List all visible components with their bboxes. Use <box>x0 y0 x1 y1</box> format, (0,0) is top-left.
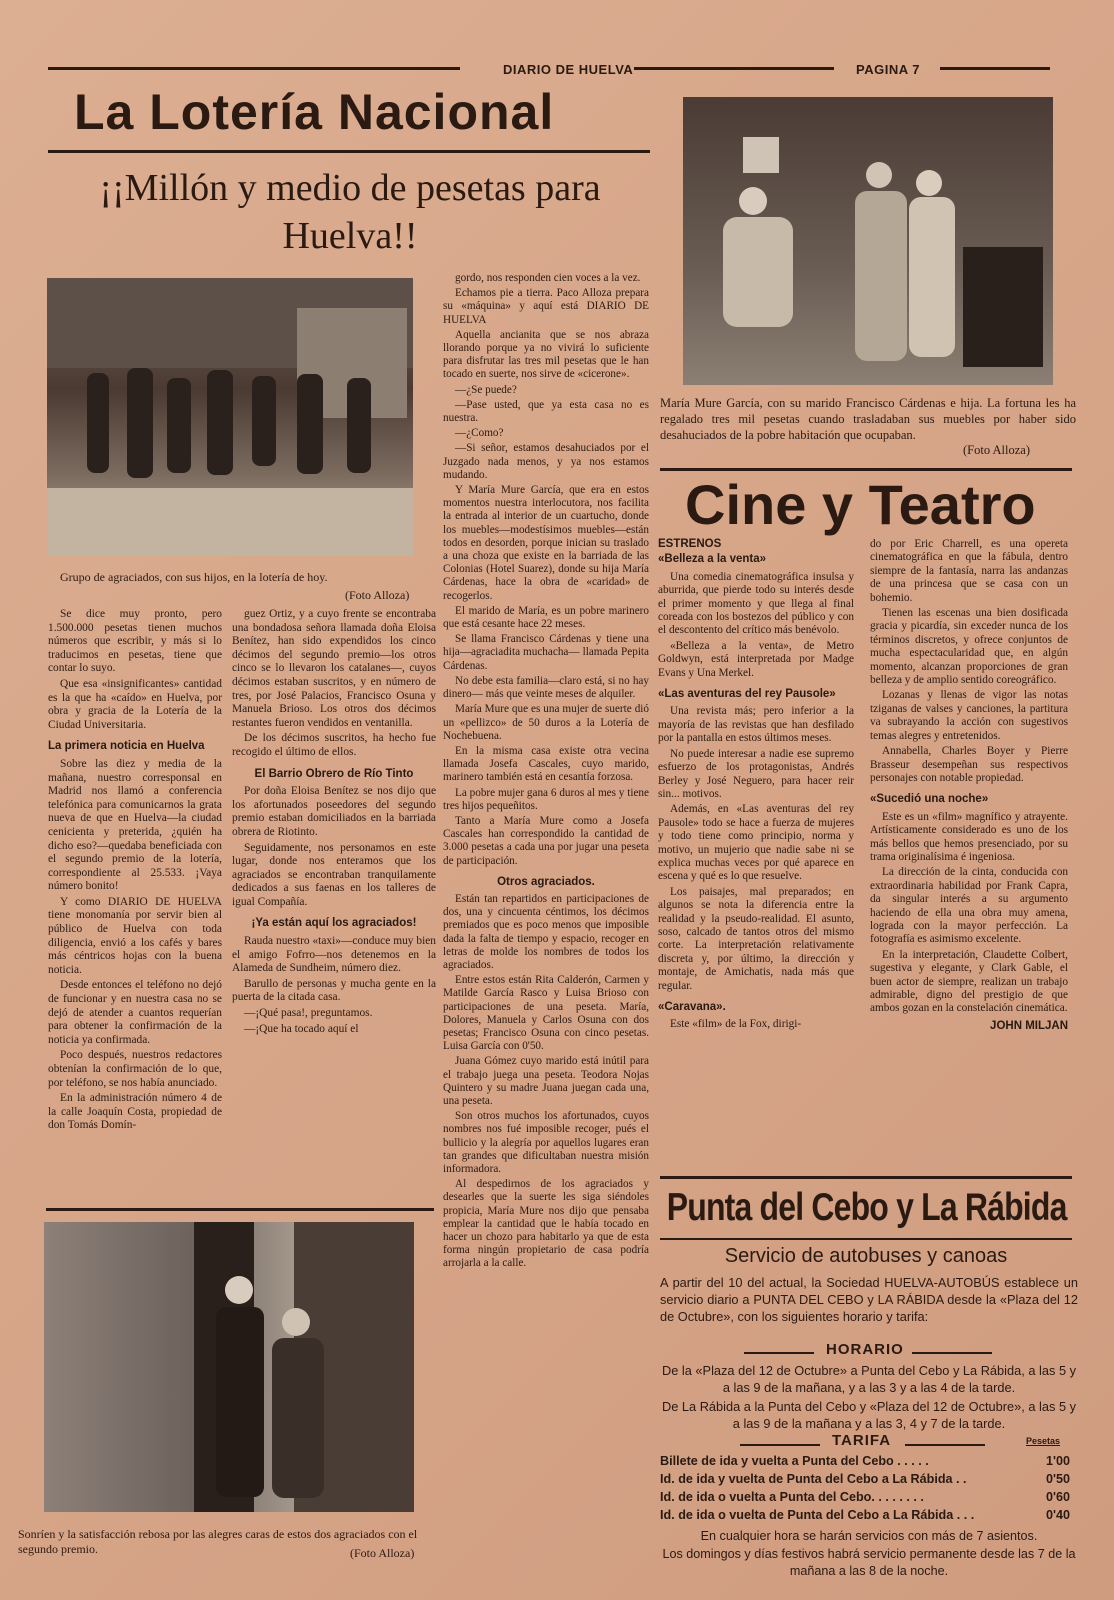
photo1-caption: Grupo de agraciados, con sus hijos, en la lotería de hoy. <box>60 570 328 584</box>
header-rule-left <box>48 67 460 70</box>
col2-paragraph: —¡Qué pasa!, preguntamos. <box>244 1007 373 1020</box>
photo1-credit: (Foto Alloza) <box>345 588 410 602</box>
col3-paragraph: El marido de María, es un pobre marinero que está cesante hace 22 meses. <box>443 604 649 631</box>
photo3-credit: (Foto Alloza) <box>963 443 1031 457</box>
lottery-column-2 <box>232 608 436 1038</box>
cine-signature: JOHN MILJAN <box>990 1019 1068 1032</box>
col1-paragraph: Se dice muy pronto, pero 1.500.000 pesetas tienen muchos números que escribir, y más si lo traducimos en pesetas, tiene que contar lo suyo. <box>48 608 222 675</box>
col2-paragraph: De los décimos suscritos, ha hecho fue recogido el último de ellos. <box>232 732 436 758</box>
ad-subtitle: Servicio de autobuses y canoas <box>724 1245 1008 1267</box>
col1-paragraph: Que esa «insignificantes» cantidad es la que ha «caído» en Huelva, por obra y gracia de la Lotería de la Ciudad Universitaria. <box>48 677 222 731</box>
cine-paragraph: Annabella, Charles Boyer y Pierre Brasseur desempeñan sus respectivos personajes con notable propiedad. <box>870 745 1068 784</box>
subheading-ya-estan-aqui: ¡Ya están aquí los agraciados! <box>251 917 417 930</box>
newspaper-name: DIARIO DE HUELVA <box>503 62 634 77</box>
page-number: PAGINA 7 <box>856 62 920 77</box>
cine-paragraph: Este es un «film» magnífico y atrayente. Artísticamente considerado es uno de los más bellos que hemos presenciado, por su trama originalísima é ingeniosa. <box>870 810 1068 863</box>
tarifa-row <box>660 1488 1070 1506</box>
photo-group-winners <box>47 278 413 556</box>
photo-family-mure-figures <box>683 97 1053 385</box>
horario-rule-left <box>744 1352 814 1354</box>
tarifa-item-price: 0'60 <box>1045 1490 1070 1504</box>
horario-text-1: De la «Plaza del 12 de Octubre» a Punta del Cebo y La Rábida, a las 5 y a las 9 de la mañana, y a las 3 y a las 4 de la tarde. <box>661 1363 1077 1395</box>
photo2-top-rule <box>46 1208 434 1211</box>
tarifa-row <box>660 1506 1070 1524</box>
subheading-belleza-venta: «Belleza a la venta» <box>658 553 767 566</box>
lottery-column-1 <box>48 608 222 1135</box>
col1-paragraph: Poco después, nuestros redactores obtenían la confirmación de lo que, por teléfono, se nos había anunciado. <box>48 1049 222 1089</box>
lottery-title: La Lotería Nacional <box>74 84 555 140</box>
subheading-otros-agraciados: Otros agraciados. <box>497 875 595 888</box>
cine-top-rule <box>660 468 1072 471</box>
horario-label: HORARIO <box>826 1341 904 1358</box>
col1-paragraph: Sobre las diez y media de la mañana, nuestro corresponsal en Madrid nos llamó a conferencia telefónica para comunicarnos la grata nueva de que en Huelva—la ciudad cenicienta y preterida, ¿quién ha dicho eso?—quedaba beneficiada con el segundo premio de la lotería, correspondiente al 25.533. ¡Vaya número bonito! <box>48 757 222 893</box>
ad-intro: A partir del 10 del actual, la Sociedad HUELVA-AUTOBÚS establece un servicio diario a PUNTA DEL CEBO y LA RÁBIDA desde la «Plaza del 12 de Octubre», con los siguientes horario y tarifa: <box>660 1275 1078 1324</box>
lottery-column-3 <box>443 272 649 1273</box>
cine-paragraph: Además, en «Las aventuras del rey Pausole» todo se hace a fuerza de mujeres y todo tiene como principio, norma y motivo, un mujerio que nadie sabe ni se explica muchas veces por qué aparece en escena y qué es lo que resuelve. <box>658 803 854 883</box>
cine-paragraph: Lozanas y llenas de vigor las notas tziganas de valses y canciones, la partitura va subrayando la acción con sugestivos temas alegres y entretenidos. <box>870 689 1068 742</box>
cine-paragraph: No puede interesar a nadie ese supremo esfuerzo de los protagonistas, Andrés Berley y José Neguero, para hacer reir sin... motivos. <box>658 747 854 800</box>
col2-paragraph: —¡Que ha tocado aquí el <box>244 1022 359 1035</box>
subheading-caravana: «Caravana». <box>658 1001 726 1013</box>
ad-title: Punta del Cebo y La Rábida <box>666 1186 1067 1229</box>
col3-paragraph: —Pase usted, que ya esta casa no es nuestra. <box>443 398 649 425</box>
col3-paragraph: Aquella ancianita que se nos abraza llorando porque ya no vivirá lo suficiente para disfrutar las tres mil pesetas que le han tocado en suerte, nos sirve de «cicerone». <box>443 328 649 381</box>
photo-family-mure <box>683 97 1053 385</box>
tarifa-rule-right <box>905 1444 985 1446</box>
subheading-barrio-obrero: El Barrio Obrero de Río Tinto <box>254 767 414 780</box>
estrenos-label: ESTRENOS <box>658 538 722 550</box>
cine-paragraph: Una comedia cinematográfica insulsa y aburrida, que pierde todo su interés desde el primer momento y que llega al final coreada con los bostezos del público y con el descontento del crítico más benévolo. <box>658 570 854 637</box>
col3-paragraph: Y María Mure García, que era en estos momentos nuestra interlocutora, nos facilita la entrada al interior de un cuartucho, donde los muebles—modestísimos muebles—están todos en desorden, porque inician su traslado a una choza que existe en la barriada de las Colonias (Hotel Suarez), donde su hija María Cárdenas, hace la obra de «caridad» de recogerlos. <box>443 484 649 602</box>
tarifa-row <box>660 1452 1070 1470</box>
col3-paragraph: Juana Gómez cuyo marido está inútil para el trabajo juega una peseta. Teodora Nojas Quintero y su madre Juana juegan cada una, una peseta. <box>443 1055 649 1107</box>
col3-paragraph: No debe esta familia—claro está, si no hay dinero— más que veinte meses de alquiler. <box>443 674 649 701</box>
tarifa-item-label: Id. de ida y vuelta de Punta del Cebo a La Rábida . . <box>660 1472 967 1486</box>
tarifa-item-label: Id. de ida o vuelta a Punta del Cebo. . . . . . . . <box>660 1490 924 1504</box>
col2-paragraph: Seguidamente, nos personamos en este lugar, donde nos enteramos que los agraciados se encontraban tranquilamente dedicados a sus faenas en los talleres de igual Compañía. <box>232 841 436 908</box>
col1-paragraph: En la administración número 4 de la calle Joaquín Costa, propiedad de don Tomás Domín- <box>48 1092 222 1132</box>
ad-top-rule <box>660 1176 1072 1179</box>
col1-paragraph: Desde entonces el teléfono no dejó de funcionar y en nuestra casa no se dejó de atender a cuantos requerían para obtener la confirmación de la noticia ya confirmada. <box>48 979 222 1046</box>
title-rule <box>48 150 650 153</box>
col2-paragraph: Por doña Eloisa Benítez se nos dijo que los afortunados poseedores del segundo premio estaban domiciliados en la barriada obrera de Riotinto. <box>232 785 436 838</box>
cine-paragraph: do por Eric Charrell, es una opereta cinematográfica en que la fábula, dentro siempre de la fantasía, narra las andanzas de una princesa que se casa con un bohemio. <box>870 538 1068 604</box>
col2-paragraph: Barullo de personas y mucha gente en la puerta de la citada casa. <box>232 977 436 1004</box>
col3-paragraph: Echamos pie a tierra. Paco Alloza prepara su «máquina» y aquí está DIARIO DE HUELVA <box>443 287 649 326</box>
header-rule-mid <box>634 67 834 70</box>
col3-paragraph: La pobre mujer gana 6 duros al mes y tiene tres hijos pequeñitos. <box>443 786 649 812</box>
col3-paragraph: —¿Como? <box>455 427 504 440</box>
cine-paragraph: Los paisajes, mal preparados; en algunos se nota la diferencia entre la realidad y la pseudo-realidad. El asunto, soso, calcado de tantos otros del mismo corte. La interpretación relativamente discreta y, por último, la dirección y montaje, de Amichatis, nada más que regular. <box>658 885 854 992</box>
tarifa-item-label: Id. de ida o vuelta de Punta del Cebo a La Rábida . . . <box>660 1508 975 1522</box>
subheading-sucedio-noche: «Sucedió una noche» <box>870 793 989 806</box>
photo2-caption: Sonríen y la satisfacción rebosa por las alegres caras de estos dos agraciados con el segundo premio. <box>18 1527 418 1556</box>
col3-paragraph: Están tan repartidos en participaciones de dos, una y cincuenta céntimos, los décimos premiados que es poco menos que imposible dada la falta de tiempo y espacio, recoger en letras de molde los nombres de todos los agraciados. <box>443 892 649 971</box>
col3-paragraph: Al despedirnos de los agraciados y desearles que la suerte les siga siéndoles propicia, María Mure nos dijo que pensaba emplear la cantidad que le había tocado en hacer un chozo para habitarlo ya que de esta forma ningún propietario de casa podría arrojarla a la calle. <box>443 1178 649 1270</box>
col3-paragraph: —Si señor, estamos desahuciados por el Juzgado nada menos, y ya nos estamos mudando. <box>443 442 649 481</box>
cine-paragraph: Tienen las escenas una bien dosificada gracia y picardía, sin exceder nunca de los términos discretos, y ofrece conjuntos de mucha espectacularidad que, en algún momento, alcanzan proporciones de gran belleza y de amplio sentido coreográfico. <box>870 607 1068 687</box>
photo-two-winners-figures <box>44 1222 414 1512</box>
cine-column-a <box>658 538 854 1034</box>
col2-paragraph: guez Ortiz, y a cuyo frente se encontraba una bondadosa señora llamada doña Eloisa Benítez, han sido expendidos los cinco décimos del segundo premio—los otros cinco se lo llevaron los catalanes—, cuyos décimos estaban suscritos, y en número de tres, por José Palacios, Francisco Osuna y Manuela Brioso. Los otros dos décimos restantes fueron vendidos en ventanilla. <box>232 608 436 729</box>
col1-paragraph: Y como DIARIO DE HUELVA tiene monomanía por servir bien al público de Huelva con toda diligencia, envió a los cafés y bares más céntricos hojas con la buena noticia. <box>48 895 222 976</box>
subheading-rey-pausole: «Las aventuras del rey Pausole» <box>658 688 836 701</box>
col3-paragraph: Entre estos están Rita Calderón, Carmen y Matilde García Rasco y Luisa Brioso con participaciones de una peseta. María, Dolores, Manuela y Carlos Osuna con dos pesetas; Francisco Osuna con cinco pesetas. Luisa García con 0'50. <box>443 974 649 1053</box>
horario-text-2: De La Rábida a la Punta del Cebo y «Plaza del 12 de Octubre», a las 5 y a las 9 de la mañana y a las 3, 4 y 7 de la tarde. <box>661 1399 1077 1431</box>
cine-paragraph: Este «film» de la Fox, dirigi- <box>670 1018 802 1031</box>
subheading-primera-noticia: La primera noticia en Huelva <box>48 740 205 753</box>
tarifa-rule-left <box>740 1444 820 1446</box>
cine-column-b <box>870 538 1068 1033</box>
col2-paragraph: Rauda nuestro «taxi»—conduce muy bien el amigo Fofrro—nos detenemos en la Alameda de Sundheim, número diez. <box>232 935 436 975</box>
ad-title-rule <box>660 1238 1072 1240</box>
tarifa-label: TARIFA <box>832 1432 892 1449</box>
photo-two-winners <box>44 1222 414 1512</box>
photo-group-winners-figures <box>47 278 413 556</box>
col3-paragraph: Tanto a María Mure como a Josefa Cascales han correspondido la cantidad de 3.000 pesetas a cada una por jugar una peseta de participación. <box>443 814 649 867</box>
pesetas-label: Pesetas <box>1026 1436 1061 1446</box>
cine-title: Cine y Teatro <box>685 473 1036 536</box>
col3-paragraph: Se llama Francisco Cárdenas y tiene una hija—agraciadita muchacha— llamada Pepita Cárdenas. <box>443 633 649 672</box>
col3-paragraph: —¿Se puede? <box>455 383 517 396</box>
ad-footer-1: En cualquier hora se harán servicios con más de 7 asientos. <box>700 1529 1038 1543</box>
cine-paragraph: «Belleza a la venta», de Metro Goldwyn, está interpretada por Madge Evans y Una Merkel. <box>658 639 854 679</box>
photo3-caption: María Mure García, con su marido Francisco Cárdenas e hija. La fortuna les ha regalado tres mil pesetas cuando trasladaban sus muebles por haber sido desahuciados de la pobre habitación que ocupaban. <box>660 396 1076 442</box>
tarifa-row <box>660 1470 1070 1488</box>
cine-paragraph: En la interpretación, Claudette Colbert, sugestiva y elegante, y Clark Gable, el buen actor de siempre, realizan un trabajo admirable, digno del prestigio de que ambos gozan en la constelación cinemática. <box>870 948 1068 1015</box>
col3-paragraph: En la misma casa existe otra vecina llamada Josefa Cascales, cuyo marido, marinero también está en cesantía forzosa. <box>443 744 649 784</box>
ad-footer-2: Los domingos y días festivos habrá servicio permanente desde las 7 de la mañana a las 8 de la noche. <box>662 1547 1076 1578</box>
tarifa-table <box>660 1452 1070 1524</box>
lottery-headline: ¡¡Millón y medio de pesetas para Huelva!! <box>99 167 601 257</box>
tarifa-item-label: Billete de ida y vuelta a Punta del Cebo . . . . . <box>660 1454 929 1468</box>
tarifa-item-price: 0'40 <box>1045 1508 1070 1522</box>
col3-paragraph: Son otros muchos los afortunados, cuyos nombres nos fué imposible recoger, pués el bullicio y la alegría por aquellos lugares eran tan grandes que dificultaban nuestra misión informadora. <box>443 1110 649 1175</box>
horario-rule-right <box>912 1352 992 1354</box>
cine-paragraph: La dirección de la cinta, conducida con extraordinaria habilidad por Frank Capra, da singular interés a su argumento haciendo de ella una obra muy amena, lograda con la mayor perfección. La fotografía es asimismo excelente. <box>870 866 1068 946</box>
cine-paragraph: Una revista más; pero inferior a la mayoría de las revistas que han desfilado por la pantalla en estos últimos meses. <box>658 705 854 745</box>
photo2-credit: (Foto Alloza) <box>350 1546 415 1560</box>
col3-paragraph: María Mure que es una mujer de suerte dió un «pellizco» de 50 duros a la Lotería de Nochebuena. <box>443 703 649 742</box>
tarifa-item-price: 1'00 <box>1045 1454 1070 1468</box>
tarifa-item-price: 0'50 <box>1045 1472 1070 1486</box>
col3-paragraph: gordo, nos responden cien voces a la vez. <box>455 272 641 284</box>
header-rule-right <box>940 67 1050 70</box>
